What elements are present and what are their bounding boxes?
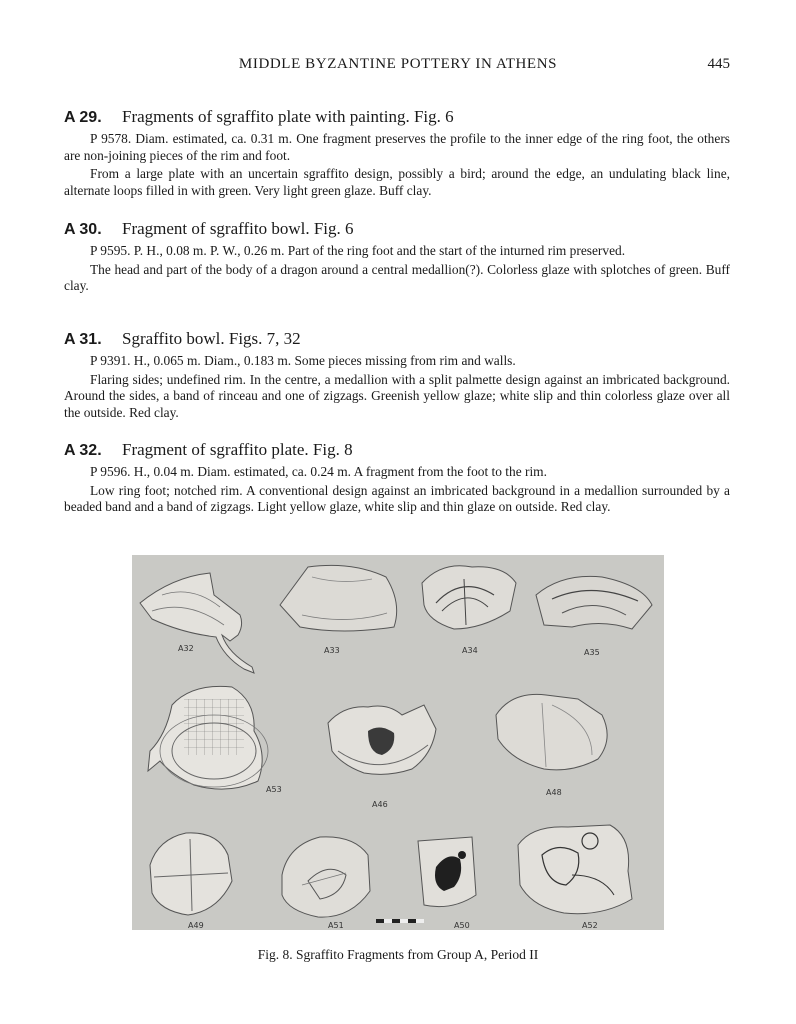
entry-title: Sgraffito bowl. Figs. 7, 32	[122, 329, 301, 348]
label-a34: A34	[462, 646, 478, 655]
figure-photograph	[132, 555, 664, 930]
entry-paragraph: P 9578. Diam. estimated, ca. 0.31 m. One fragment preserves the profile to the inner edge of the ring foot, the others are non-joining pieces of the rim and foot.	[64, 131, 730, 163]
page-number: 445	[707, 56, 730, 72]
entry-id: A 32.	[64, 442, 102, 459]
label-a51: A51	[328, 921, 344, 930]
sherd-photo	[132, 555, 664, 930]
entry-id: A 31.	[64, 331, 102, 348]
catalog-entry-a31	[64, 328, 730, 421]
label-a53: A53	[266, 785, 282, 794]
label-a33: A33	[324, 646, 340, 655]
catalog-entry-a29	[64, 106, 730, 199]
figure-caption: Fig. 8. Sgraffito Fragments from Group A, Period II	[257, 947, 539, 962]
entry-id: A 30.	[64, 221, 102, 238]
label-a52: A52	[582, 921, 598, 930]
entry-heading	[64, 439, 730, 461]
label-a32: A32	[178, 644, 194, 653]
entry-paragraph: P 9391. H., 0.065 m. Diam., 0.183 m. Some pieces missing from rim and walls.	[90, 353, 516, 368]
entry-title: Fragment of sgraffito bowl. Fig. 6	[122, 219, 354, 238]
catalog-entry-a32	[64, 439, 730, 516]
sherd-a50	[418, 837, 476, 907]
entry-paragraph: Low ring foot; notched rim. A conventional design against an imbricated background in a medallion surrounded by a beaded band and a band of zigzags. Light yellow glaze, white slip and thin glaze on outside. Red clay.	[64, 482, 730, 514]
label-a50: A50	[454, 921, 470, 930]
entry-paragraph: The head and part of the body of a dragon around a central medallion(?). Colorless glaze with splotches of green. Buff clay.	[64, 261, 730, 293]
label-a46: A46	[372, 800, 388, 809]
entry-paragraph: From a large plate with an uncertain sgraffito design, possibly a bird; around the edge, an undulating black line, alternate loops filled in with green. Very light green glaze. Buff clay.	[64, 166, 730, 198]
entry-title: Fragments of sgraffito plate with painting. Fig. 6	[122, 107, 454, 126]
label-a49: A49	[188, 921, 204, 930]
label-a35: A35	[584, 648, 600, 657]
entry-paragraph: Flaring sides; undefined rim. In the centre, a medallion with a split palmette design against an imbricated background. Around the sides, a band of rinceau and one of zigzags. Greenish yellow glaze; white slip and thin colorless glaze over all the outside. Red clay.	[64, 371, 730, 420]
sherd-a52	[518, 825, 632, 914]
entry-id: A 29.	[64, 109, 102, 126]
scale-bar	[376, 919, 424, 923]
entry-paragraph: P 9595. P. H., 0.08 m. P. W., 0.26 m. Part of the ring foot and the start of the inturned rim preserved.	[90, 243, 626, 258]
entry-heading	[64, 328, 730, 350]
entry-paragraph: P 9596. H., 0.04 m. Diam. estimated, ca. 0.24 m. A fragment from the foot to the rim.	[90, 464, 547, 479]
running-title: MIDDLE BYZANTINE POTTERY IN ATHENS	[238, 56, 558, 72]
entry-title: Fragment of sgraffito plate. Fig. 8	[122, 440, 353, 459]
catalog-entry-a30	[64, 218, 730, 295]
label-a48: A48	[546, 788, 562, 797]
running-header	[0, 56, 796, 78]
entry-heading	[64, 218, 730, 240]
entry-heading	[64, 106, 730, 128]
